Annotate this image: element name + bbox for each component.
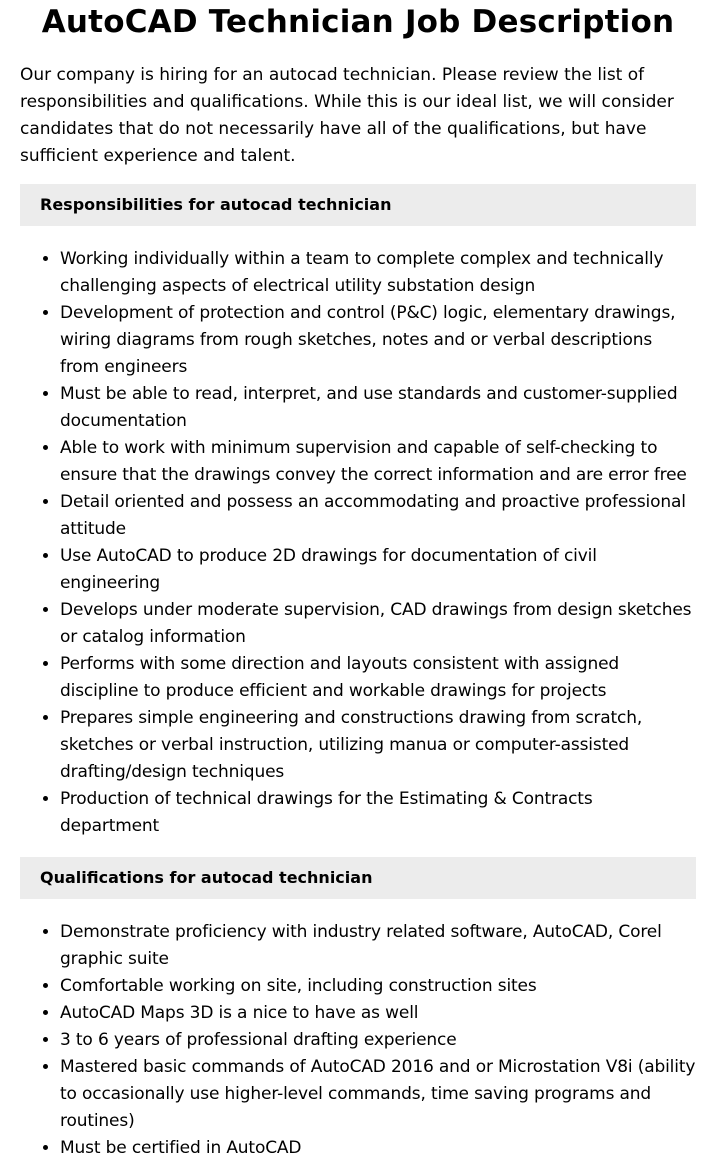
qualifications-heading: Qualifications for autocad technician (20, 857, 696, 899)
list-item: • Able to work with minimum supervision and capable of self-checking to ensure that the drawings convey the correct information and are error free (60, 435, 696, 489)
qualifications-list (20, 919, 696, 1162)
list-item: • Must be able to read, interpret, and use standards and customer-supplied documentation (60, 381, 696, 435)
list-item: • Development of protection and control (P&C) logic, elementary drawings, wiring diagrams from rough sketches, notes and or verbal descriptions from engineers (60, 300, 696, 381)
responsibilities-list (20, 246, 696, 840)
list-item: • Comfortable working on site, including construction sites (60, 973, 696, 1000)
responsibilities-heading: Responsibilities for autocad technician (20, 184, 696, 226)
list-item: • Must be certified in AutoCAD (60, 1135, 696, 1162)
list-item: • 3 to 6 years of professional drafting experience (60, 1027, 696, 1054)
list-item: • Develops under moderate supervision, CAD drawings from design sketches or catalog information (60, 597, 696, 651)
list-item: • AutoCAD Maps 3D is a nice to have as well (60, 1000, 696, 1027)
list-item: • Mastered basic commands of AutoCAD 2016 and or Microstation V8i (ability to occasionally use higher-level commands, time saving programs and routines) (60, 1054, 696, 1135)
list-item: • Prepares simple engineering and constructions drawing from scratch, sketches or verbal instruction, utilizing manua or computer-assisted drafting/design techniques (60, 705, 696, 786)
page-title: AutoCAD Technician Job Description (41, 4, 675, 40)
list-item: • Demonstrate proficiency with industry related software, AutoCAD, Corel graphic suite (60, 919, 696, 973)
list-item: • Use AutoCAD to produce 2D drawings for documentation of civil engineering (60, 543, 696, 597)
list-item: • Working individually within a team to complete complex and technically challenging aspects of electrical utility substation design (60, 246, 696, 300)
intro-paragraph: Our company is hiring for an autocad technician. Please review the list of responsibilities and qualifications. While this is our ideal list, we will consider candidates that do not necessarily have all of the qualifications, but have sufficient experience and talent. (20, 65, 674, 166)
list-item: • Detail oriented and possess an accommodating and proactive professional attitude (60, 489, 696, 543)
list-item: • Production of technical drawings for the Estimating & Contracts department (60, 786, 696, 840)
list-item: • Performs with some direction and layouts consistent with assigned discipline to produce efficient and workable drawings for projects (60, 651, 696, 705)
